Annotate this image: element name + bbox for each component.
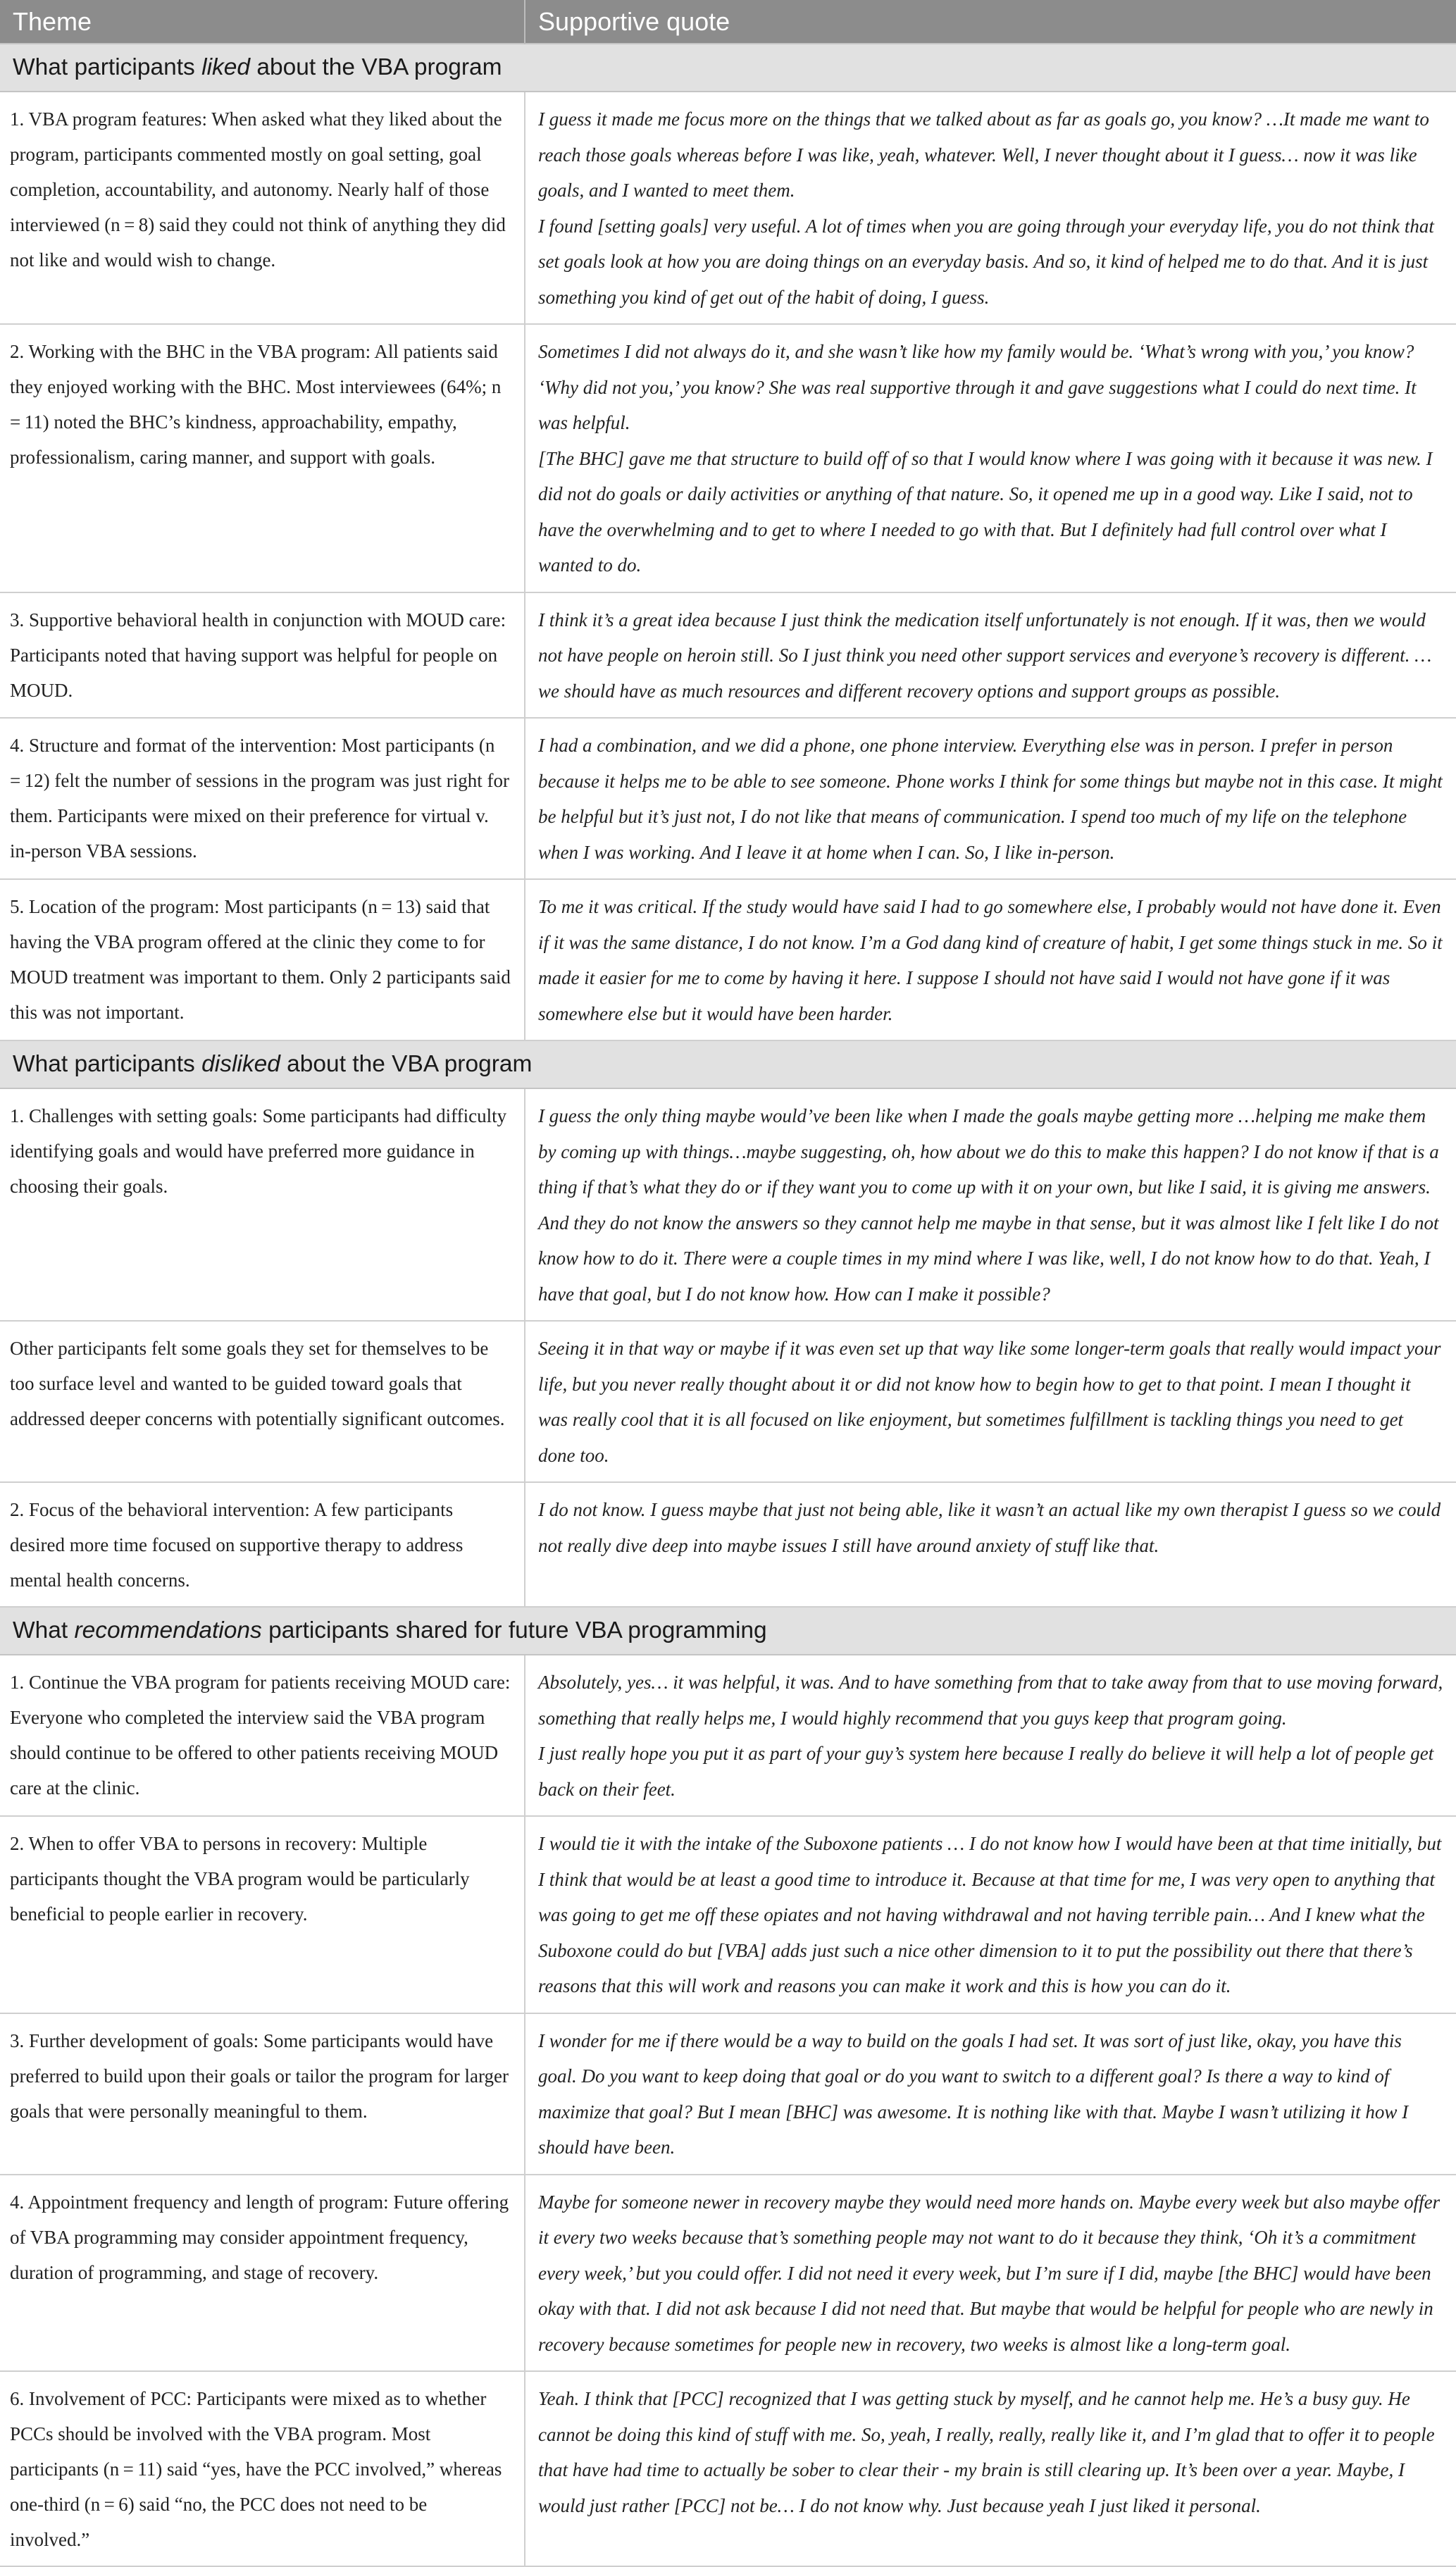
supportive-quote: I guess the only thing maybe would’ve been like when I made the goals maybe getting more …helping me make them by coming up with things…maybe suggesting, oh, how about we do this to make this happen? I do not know if that is a thing if that’s what they do or if they want you to come up with it on your own, but like I said, it is giving me answers. And they do not know the answers so they cannot help me maybe in that sense, but it was almost like I felt like I do not know how to do it. There were a couple times in my mind where I was like, well, I do not know how to do that. Yeah, I have that goal, but I do not know how. How can I make it possible?	[538, 1105, 1439, 1305]
section-heading-emphasis: disliked	[201, 1051, 280, 1077]
theme-cell: 3. Supportive behavioral health in conjunction with MOUD care: Participants noted that having support was helpful for people on MOUD.	[0, 592, 525, 719]
section-heading	[0, 1040, 1456, 1088]
table-header	[0, 0, 1456, 44]
supportive-quote: Yeah. I think that [PCC] recognized that I was getting stuck by myself, and he cannot help me. He’s a busy guy. He cannot be doing this kind of stuff with me. So, yeah, I really, really, really like it, and I’m glad that to offer it to people that have had time to actually be sober to clear their - my brain is still clearing up. It’s been over a year. Maybe, I would just rather [PCC] not be… I do not know why. Just because yeah I just liked it personal.	[538, 2388, 1435, 2516]
quote-cell	[525, 592, 1456, 719]
theme-cell: 1. Challenges with setting goals: Some participants had difficulty identifying goals and would have preferred more guidance in choosing their goals.	[0, 1088, 525, 1321]
theme-cell: 1. Continue the VBA program for patients receiving MOUD care: Everyone who completed the interview said the VBA program should continue to be offered to other patients receiving MOUD care at the clinic.	[0, 1655, 525, 1816]
section-heading-text: What participants	[13, 1051, 202, 1077]
section-heading-row	[0, 1040, 1456, 1088]
section-heading-text: about the VBA program	[250, 54, 502, 80]
quote-column-header: Supportive quote	[525, 0, 1456, 44]
supportive-quote: I found [setting goals] very useful. A lot of times when you are going through your everyday life, you do not think that set goals look at how you are doing things on an everyday basis. And so, it kind of helped me to do that. And it is just something you kind of get out of the habit of doing, I guess.	[538, 215, 1434, 308]
table-row	[0, 1816, 1456, 2013]
table-row	[0, 1482, 1456, 1607]
section-heading	[0, 1607, 1456, 1655]
supportive-quote: I just really hope you put it as part of your guy’s system here because I really do believe it will help a lot of people get back on their feet.	[538, 1743, 1434, 1800]
section-heading-text: about the VBA program	[280, 1051, 533, 1077]
section-heading-text: What participants	[13, 54, 202, 80]
section-heading-emphasis: recommendations	[74, 1617, 262, 1643]
theme-cell: 3. Further development of goals: Some participants would have preferred to build upon their goals or tailor the program for larger goals that were personally meaningful to them.	[0, 2013, 525, 2175]
theme-cell: 2. Working with the BHC in the VBA program: All patients said they enjoyed working with the BHC. Most interviewees (64%; n = 11) noted the BHC’s kindness, approachability, empathy, professionalism, caring manner, and support with goals.	[0, 324, 525, 592]
quote-cell	[525, 2013, 1456, 2175]
quote-cell	[525, 879, 1456, 1040]
supportive-quote: Absolutely, yes… it was helpful, it was. And to have something from that to take away from that to use moving forward, something that really helps me, I would highly recommend that you guys keep that program going.	[538, 1672, 1443, 1729]
table-row	[0, 592, 1456, 719]
quote-cell	[525, 92, 1456, 324]
table-row	[0, 718, 1456, 879]
section-heading-text: What	[13, 1617, 75, 1643]
table-row	[0, 1655, 1456, 1816]
table-row	[0, 2371, 1456, 2566]
quote-cell	[525, 2175, 1456, 2372]
quote-cell	[525, 718, 1456, 879]
theme-cell: 5. Location of the program: Most participants (n = 13) said that having the VBA program offered at the clinic they come to for MOUD treatment was important to them. Only 2 participants said this was not important.	[0, 879, 525, 1040]
table-body	[0, 44, 1456, 2566]
table-row	[0, 324, 1456, 592]
supportive-quote: I guess it made me focus more on the things that we talked about as far as goals go, you know? …It made me want to reach those goals whereas before I was like, yeah, whatever. Well, I never thought about it I guess… now it was like goals, and I wanted to meet them.	[538, 108, 1429, 201]
theme-cell: 6. Involvement of PCC: Participants were mixed as to whether PCCs should be involved with the VBA program. Most participants (n = 11) said “yes, have the PCC involved,” whereas one-third (n = 6) said “no, the PCC does not need to be involved.”	[0, 2371, 525, 2566]
supportive-quote: To me it was critical. If the study would have said I had to go somewhere else, I probably would not have done it. Even if it was the same distance, I do not know. I’m a God dang kind of creature of habit, I get some things stuck in me. So it made it easier for me to come by having it here. I suppose I should not have said I would not have gone if it was somewhere else but it would have been harder.	[538, 896, 1443, 1024]
theme-cell: 4. Appointment frequency and length of program: Future offering of VBA programming may consider appointment frequency, duration of programming, and stage of recovery.	[0, 2175, 525, 2372]
theme-cell: 2. When to offer VBA to persons in recovery: Multiple participants thought the VBA program would be particularly beneficial to people earlier in recovery.	[0, 1816, 525, 2013]
table-row	[0, 879, 1456, 1040]
section-heading	[0, 44, 1456, 92]
supportive-quote: Seeing it in that way or maybe if it was even set up that way like some longer-term goals that really would impact your life, but you never really thought about it or did not know how to begin how to get to that point. I mean I thought it was really cool that it is all focused on like enjoyment, but sometimes fulfillment is tackling things you need to get done too.	[538, 1338, 1441, 1466]
supportive-quote: I do not know. I guess maybe that just not being able, like it wasn’t an actual like my own therapist I guess so we could not really dive deep into maybe issues I still have around anxiety of stuff like that.	[538, 1499, 1441, 1556]
supportive-quote: I wonder for me if there would be a way to build on the goals I had set. It was sort of just like, okay, you have this goal. Do you want to keep doing that goal or do you want to switch to a different goal? Is there a way to kind of maximize that goal? But I mean [BHC] was awesome. It is nothing like with that. Maybe I wasn’t utilizing it how I should have been.	[538, 2030, 1409, 2158]
section-heading-emphasis: liked	[201, 54, 251, 80]
theme-cell: 2. Focus of the behavioral intervention: A few participants desired more time focused on supportive therapy to address mental health concerns.	[0, 1482, 525, 1607]
quote-cell	[525, 324, 1456, 592]
quote-cell	[525, 1655, 1456, 1816]
supportive-quote: Sometimes I did not always do it, and she wasn’t like how my family would be. ‘What’s wrong with you,’ you know? ‘Why did not you,’ you know? She was real supportive through it and gave suggestions what I could do next time. It was helpful.	[538, 341, 1417, 433]
quote-cell	[525, 2371, 1456, 2566]
quote-cell	[525, 1482, 1456, 1607]
theme-cell: Other participants felt some goals they set for themselves to be too surface level and wanted to be guided toward goals that addressed deeper concerns with potentially significant outcomes.	[0, 1321, 525, 1482]
supportive-quote: [The BHC] gave me that structure to build off of so that I would know where I was going with it because it was new. I did not do goals or daily activities or anything of that nature. So, it opened me up in a good way. Like I said, not to have the overwhelming and to get to where I needed to go with that. But I definitely had full control over what I wanted to do.	[538, 447, 1433, 576]
theme-cell: 1. VBA program features: When asked what they liked about the program, participants commented mostly on goal setting, goal completion, accountability, and autonomy. Nearly half of those interviewed (n = 8) said they could not think of anything they did not like and would wish to change.	[0, 92, 525, 324]
table-row	[0, 1321, 1456, 1482]
table-row	[0, 92, 1456, 324]
supportive-quote: I would tie it with the intake of the Suboxone patients … I do not know how I would have been at that time initially, but I think that would be at least a good time to introduce it. Because at that time for me, I was very open to anything that was going to get me off these opiates and not having withdrawal and not having terrible pain… And I knew what the Suboxone could do but [VBA] adds just such a nice other dimension to it to put the possibility out there that there’s reasons that this will work and reasons you can make it work and this is how you can do it.	[538, 1833, 1442, 1996]
table-row	[0, 1088, 1456, 1321]
section-heading-row	[0, 44, 1456, 92]
theme-cell: 4. Structure and format of the intervention: Most participants (n = 12) felt the number of sessions in the program was just right for them. Participants were mixed on their preference for virtual v. in-person VBA sessions.	[0, 718, 525, 879]
supportive-quote: I think it’s a great idea because I just think the medication itself unfortunately is not enough. If it was, then we would not have people on heroin still. So I just think you need other support services and everyone’s recovery is different. … we should have as much resources and different recovery options and support groups as possible.	[538, 609, 1432, 702]
quote-cell	[525, 1816, 1456, 2013]
supportive-quote: Maybe for someone newer in recovery maybe they would need more hands on. Maybe every week but also maybe offer it every two weeks because that’s something people may not want to do it because they think, ‘Oh it’s a commitment every week,’ but you could offer. I did not need it every week, but I’m sure if I did, maybe [the BHC] would have been okay with that. I did not ask because I did not need that. But maybe that would be helpful for people who are newly in recovery because sometimes for people new in recovery, two weeks is almost like a long-term goal.	[538, 2191, 1441, 2355]
quote-cell	[525, 1321, 1456, 1482]
section-heading-text: participants shared for future VBA programming	[261, 1617, 767, 1643]
table-row	[0, 2013, 1456, 2175]
theme-column-header: Theme	[0, 0, 525, 44]
table-row	[0, 2175, 1456, 2372]
quote-cell	[525, 1088, 1456, 1321]
section-heading-row	[0, 1607, 1456, 1655]
supportive-quote: I had a combination, and we did a phone, one phone interview. Everything else was in person. I prefer in person because it helps me to be able to see someone. Phone works I think for some things but maybe not in this case. It might be helpful but it’s just not, I do not like that means of communication. I spend too much of my life on the telephone when I was working. And I leave it at home when I can. So, I like in-person.	[538, 735, 1443, 863]
